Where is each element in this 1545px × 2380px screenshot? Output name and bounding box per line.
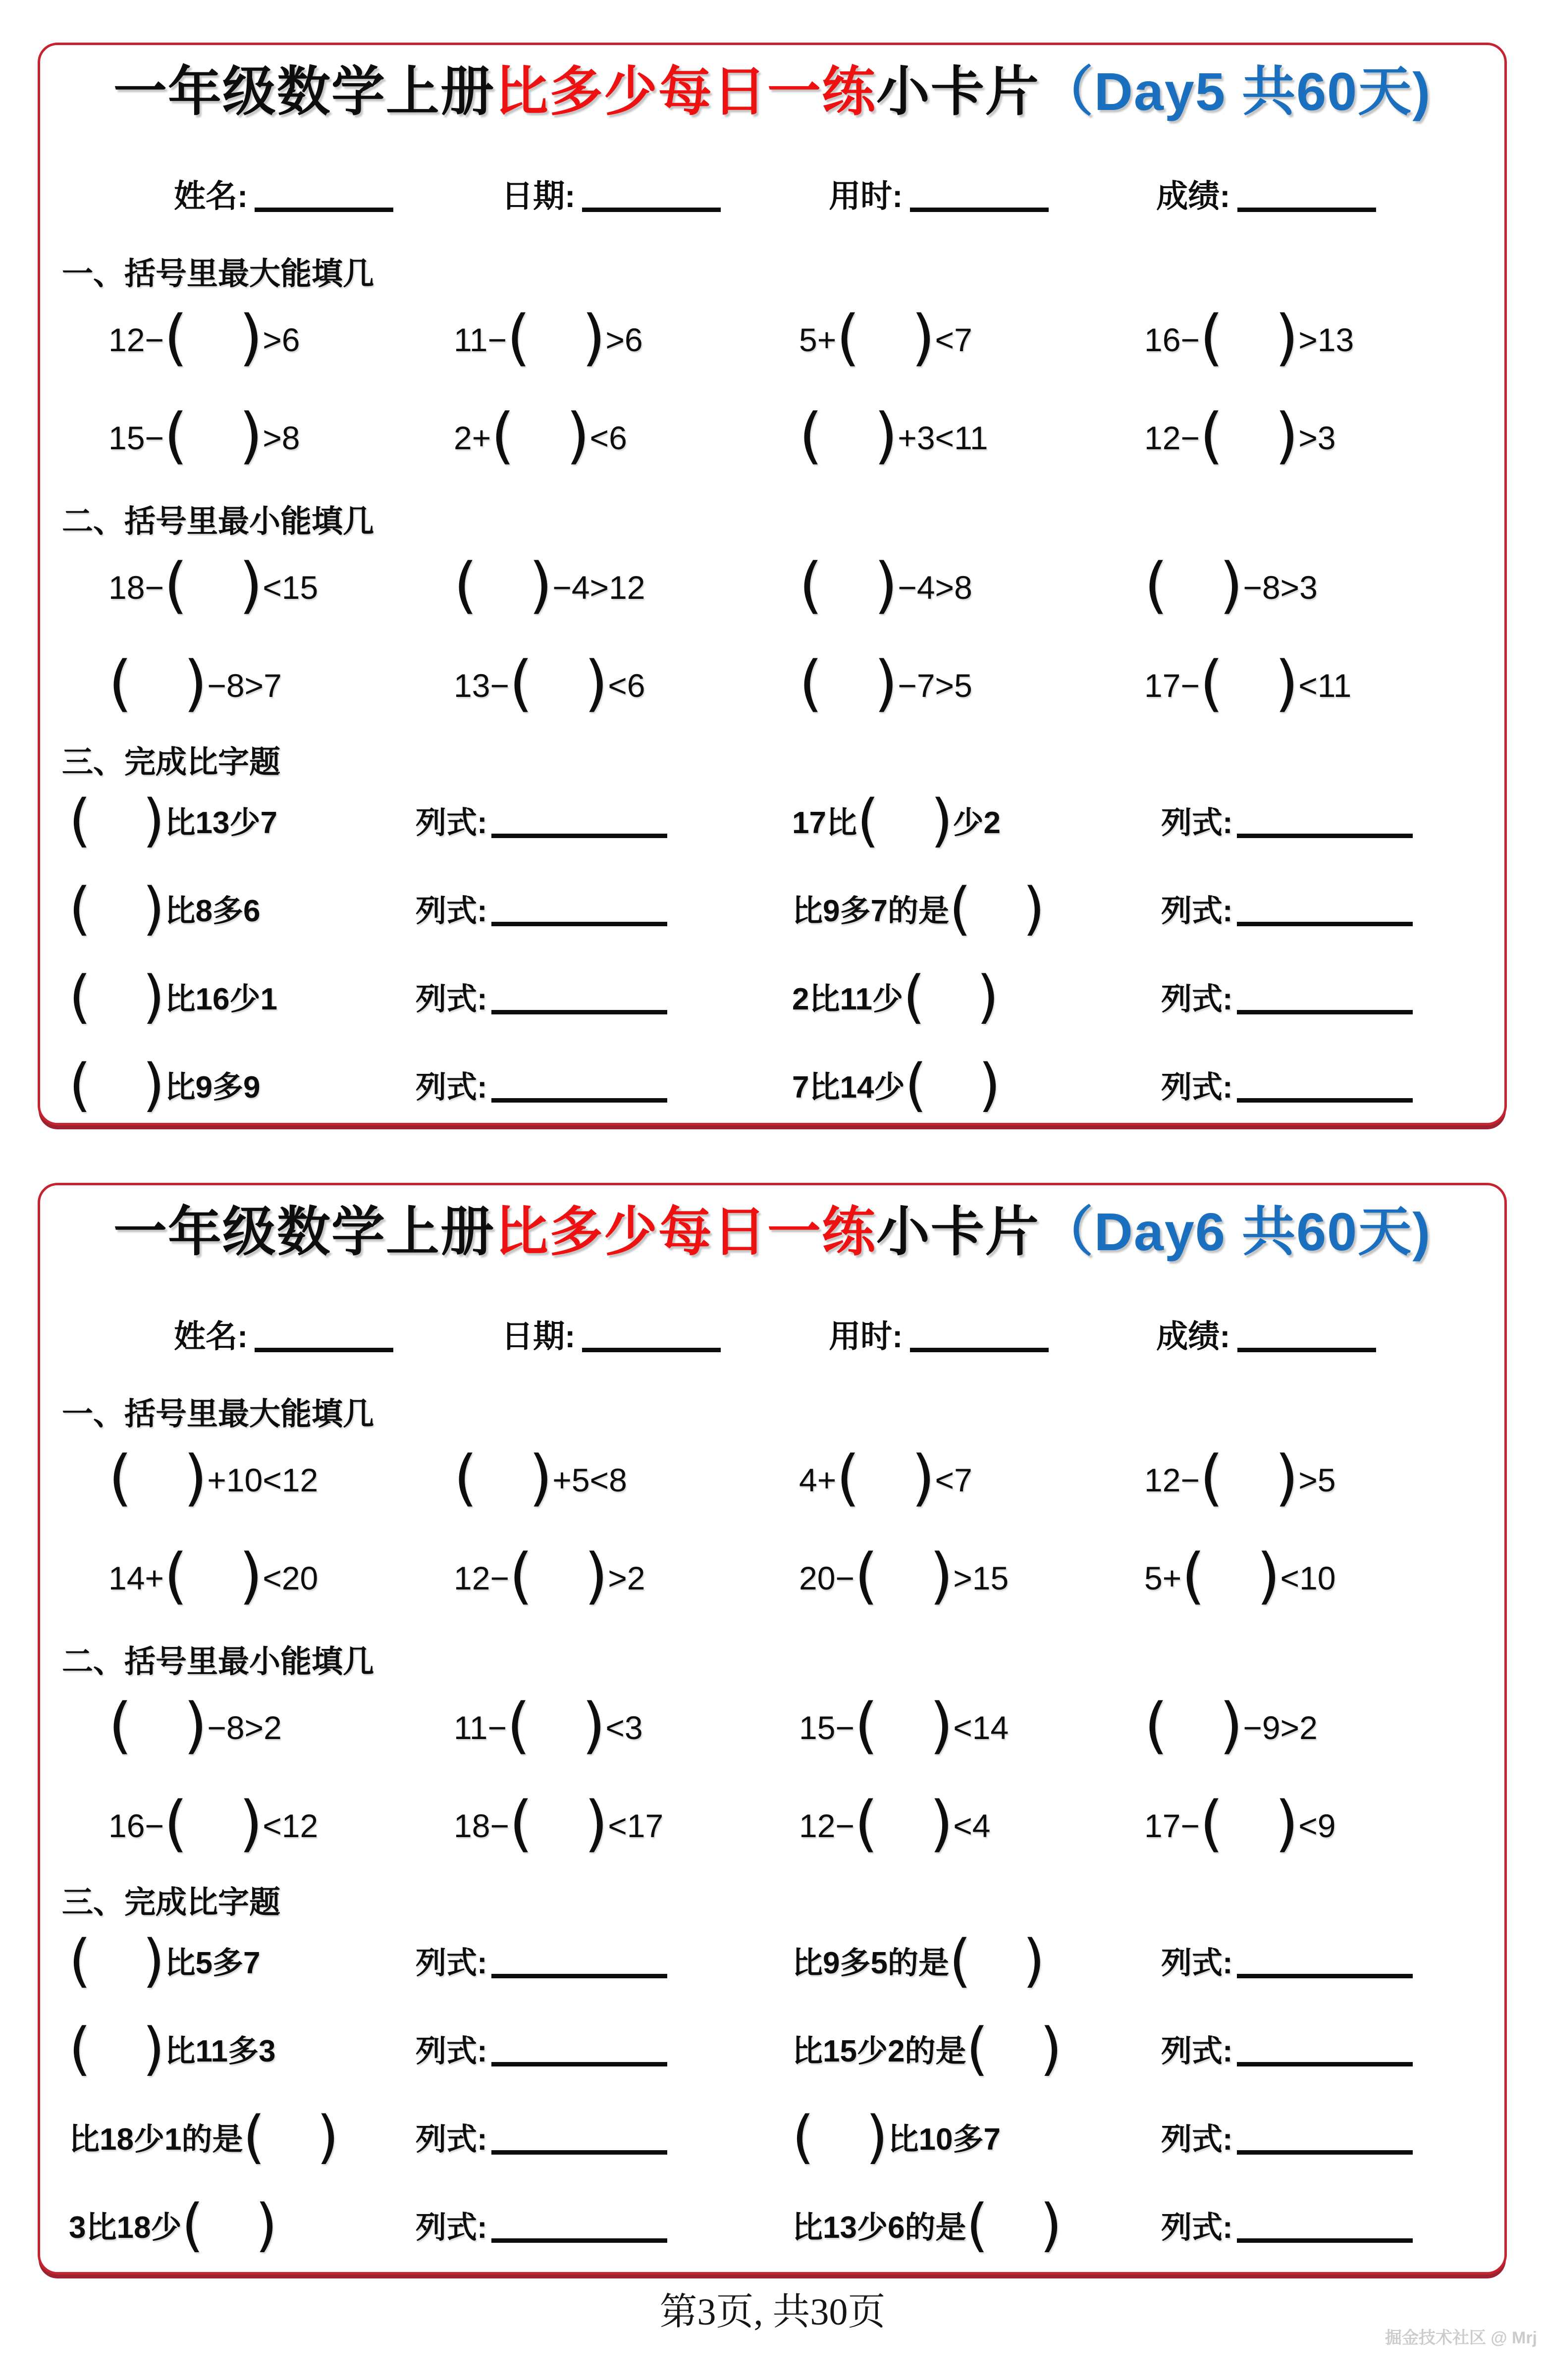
lieshi-label: 列式: [416, 982, 487, 1017]
problem-expression: 17−( )<9 [1144, 1789, 1336, 1859]
score-label: 成绩: [1156, 1319, 1230, 1355]
answer-blank [491, 2062, 667, 2066]
problem-expression: 12−( )<4 [799, 1789, 991, 1859]
problem-expression: ( )−7>5 [799, 648, 972, 719]
problem-expression: ( )+5<8 [454, 1443, 627, 1514]
compare-expression: ( )比8多6 [69, 876, 261, 943]
score-field [1156, 1319, 1376, 1354]
problem-expression: 16−( )<12 [108, 1789, 319, 1859]
date-blank [582, 1348, 721, 1352]
lieshi-cell [1161, 2104, 1490, 2175]
lieshi-cell [416, 2016, 792, 2087]
lieshi-cell [1161, 2016, 1490, 2087]
answer-blank [491, 1010, 667, 1014]
lieshi-label: 列式: [416, 2211, 487, 2245]
problem-expression: 14+( )<20 [108, 1541, 319, 1612]
answer-blank [1237, 2150, 1413, 2155]
title-grade: 一年级数学上册 [113, 1202, 495, 1262]
lieshi-cell [416, 964, 792, 1035]
problem-expression: 11−( )>6 [454, 303, 643, 373]
lieshi-cell [1161, 876, 1490, 947]
title-grade: 一年级数学上册 [113, 61, 495, 121]
answer-blank [491, 2238, 667, 2243]
section-heading-compare: 三、完成比字题 [62, 745, 280, 780]
problem-grid-max-fill [108, 1443, 1490, 1615]
answer-blank [491, 1098, 667, 1103]
page-indicator: 第3页, 共30页 [659, 2291, 886, 2333]
time-field [829, 178, 1048, 214]
answer-blank [1237, 922, 1413, 926]
info-row [174, 1309, 1504, 1364]
compare-expression: ( )比5多7 [69, 1928, 261, 1995]
problem-expression: 2+( )<6 [454, 401, 627, 472]
name-field [174, 1319, 393, 1354]
problem-expression: 5+( )<10 [1144, 1541, 1336, 1612]
problem-expression: ( )−8>3 [1144, 550, 1318, 621]
time-blank [910, 1348, 1049, 1352]
problem-expression: ( )−4>12 [454, 550, 645, 621]
lieshi-label: 列式: [416, 2034, 487, 2069]
lieshi-label: 列式: [416, 2122, 487, 2157]
compare-expression: 3比18少( ) [69, 2193, 277, 2259]
problem-expression: 12−( )>6 [108, 303, 300, 373]
lieshi-label: 列式: [416, 894, 487, 929]
compare-expression: ( )比16少1 [69, 964, 277, 1031]
lieshi-cell [1161, 2192, 1490, 2264]
compare-expression: 比9多7的是( ) [792, 876, 1045, 943]
answer-blank [1237, 1098, 1413, 1103]
title-day-badge: （Day5 共60天) [1039, 61, 1432, 121]
compare-expression: 比15少2的是( ) [792, 2016, 1062, 2083]
answer-blank [491, 834, 667, 838]
problem-expression: 11−( )<3 [454, 1691, 643, 1761]
section-heading-compare: 三、完成比字题 [62, 1885, 280, 1920]
name-field [174, 178, 393, 214]
problem-expression: ( )+3<11 [799, 401, 988, 472]
problem-expression: 17−( )<11 [1144, 648, 1352, 719]
lieshi-label: 列式: [1161, 894, 1233, 929]
problem-expression: 20−( )>15 [799, 1541, 1009, 1612]
lieshi-cell [1161, 1928, 1490, 1999]
problem-grid-min-fill [108, 551, 1490, 722]
compare-expression: 比13少6的是( ) [792, 2193, 1062, 2259]
section-heading-max-fill: 一、括号里最大能填几 [62, 257, 374, 292]
problem-expression: 13−( )<6 [454, 648, 645, 719]
compare-expression: 比9多5的是( ) [792, 1928, 1045, 1995]
section-heading-min-fill: 二、括号里最小能填几 [62, 504, 374, 539]
worksheet-card-day6 [38, 1183, 1507, 2274]
date-field [501, 178, 721, 214]
compare-grid [69, 1928, 1490, 2264]
lieshi-cell [1161, 788, 1490, 859]
lieshi-label: 列式: [416, 1070, 487, 1105]
lieshi-label: 列式: [1161, 1070, 1233, 1105]
watermark: 掘金技术社区 @ Mrj [1385, 2328, 1537, 2347]
section-heading-min-fill: 二、括号里最小能填几 [62, 1644, 374, 1680]
answer-blank [491, 922, 667, 926]
answer-blank [1237, 2238, 1413, 2243]
problem-expression: 4+( )<7 [799, 1443, 972, 1514]
problem-expression: 15−( )>8 [108, 401, 300, 472]
problem-expression: 18−( )<15 [108, 550, 319, 621]
title-day-badge: （Day6 共60天) [1039, 1202, 1432, 1262]
lieshi-label: 列式: [416, 806, 487, 841]
lieshi-label: 列式: [1161, 2211, 1233, 2245]
problem-expression: ( )+10<12 [108, 1443, 319, 1514]
lieshi-label: 列式: [1161, 2122, 1233, 2157]
time-label: 用时: [829, 178, 903, 214]
date-blank [582, 208, 721, 212]
name-blank [255, 1348, 393, 1352]
card-title [50, 60, 1494, 123]
lieshi-cell [416, 1052, 792, 1123]
problem-expression: 12−( )>3 [1144, 401, 1336, 472]
section-heading-max-fill: 一、括号里最大能填几 [62, 1397, 374, 1432]
answer-blank [491, 2150, 667, 2155]
problem-expression: 12−( )>5 [1144, 1443, 1336, 1514]
problem-expression: 12−( )>2 [454, 1541, 645, 1612]
score-blank [1237, 1348, 1376, 1352]
info-row [174, 168, 1504, 224]
compare-expression: 7比14少( ) [792, 1053, 1001, 1119]
score-field [1156, 178, 1376, 214]
time-blank [910, 208, 1049, 212]
compare-expression: ( )比9多9 [69, 1053, 261, 1119]
problem-expression: 18−( )<17 [454, 1789, 664, 1859]
lieshi-label: 列式: [1161, 982, 1233, 1017]
worksheet-card-day5 [38, 43, 1507, 1125]
date-label: 日期: [501, 1319, 576, 1355]
problem-expression: 15−( )<14 [799, 1691, 1009, 1761]
lieshi-label: 列式: [416, 1946, 487, 1981]
compare-expression: ( )比11多3 [69, 2016, 276, 2083]
date-label: 日期: [501, 178, 576, 214]
lieshi-cell [1161, 964, 1490, 1035]
lieshi-cell [1161, 1052, 1490, 1123]
lieshi-label: 列式: [1161, 806, 1233, 841]
name-label: 姓名: [174, 1319, 248, 1355]
compare-grid [69, 788, 1490, 1123]
compare-expression: ( )比10多7 [792, 2105, 1001, 2171]
compare-expression: 2比11少( ) [792, 964, 999, 1031]
lieshi-label: 列式: [1161, 1946, 1233, 1981]
answer-blank [1237, 834, 1413, 838]
lieshi-cell [416, 1928, 792, 1999]
answer-blank [1237, 1010, 1413, 1014]
name-label: 姓名: [174, 178, 248, 214]
time-field [829, 1319, 1048, 1354]
problem-expression: 5+( )<7 [799, 303, 972, 373]
problem-expression: ( )−8>7 [108, 648, 282, 719]
card-title [50, 1200, 1494, 1263]
answer-blank [1237, 1974, 1413, 1978]
time-label: 用时: [829, 1319, 903, 1355]
title-suffix: 小卡片 [876, 61, 1040, 121]
lieshi-cell [416, 876, 792, 947]
compare-expression: ( )比13少7 [69, 788, 277, 854]
compare-expression: 比18少1的是( ) [69, 2105, 339, 2171]
problem-expression: ( )−9>2 [1144, 1691, 1318, 1761]
lieshi-cell [416, 2192, 792, 2264]
problem-grid-max-fill [108, 303, 1490, 475]
score-label: 成绩: [1156, 178, 1230, 214]
title-topic: 比多少每日一练 [494, 1202, 876, 1262]
lieshi-cell [416, 2104, 792, 2175]
problem-expression: 16−( )>13 [1144, 303, 1354, 373]
title-suffix: 小卡片 [876, 1202, 1040, 1262]
answer-blank [491, 1974, 667, 1978]
date-field [501, 1319, 721, 1354]
answer-blank [1237, 2062, 1413, 2066]
lieshi-cell [416, 788, 792, 859]
problem-expression: ( )−4>8 [799, 550, 972, 621]
title-topic: 比多少每日一练 [494, 61, 876, 121]
problem-grid-min-fill [108, 1691, 1490, 1862]
problem-expression: ( )−8>2 [108, 1691, 282, 1761]
lieshi-label: 列式: [1161, 2034, 1233, 2069]
name-blank [255, 208, 393, 212]
score-blank [1237, 208, 1376, 212]
compare-expression: 17比( )少2 [792, 788, 1001, 854]
